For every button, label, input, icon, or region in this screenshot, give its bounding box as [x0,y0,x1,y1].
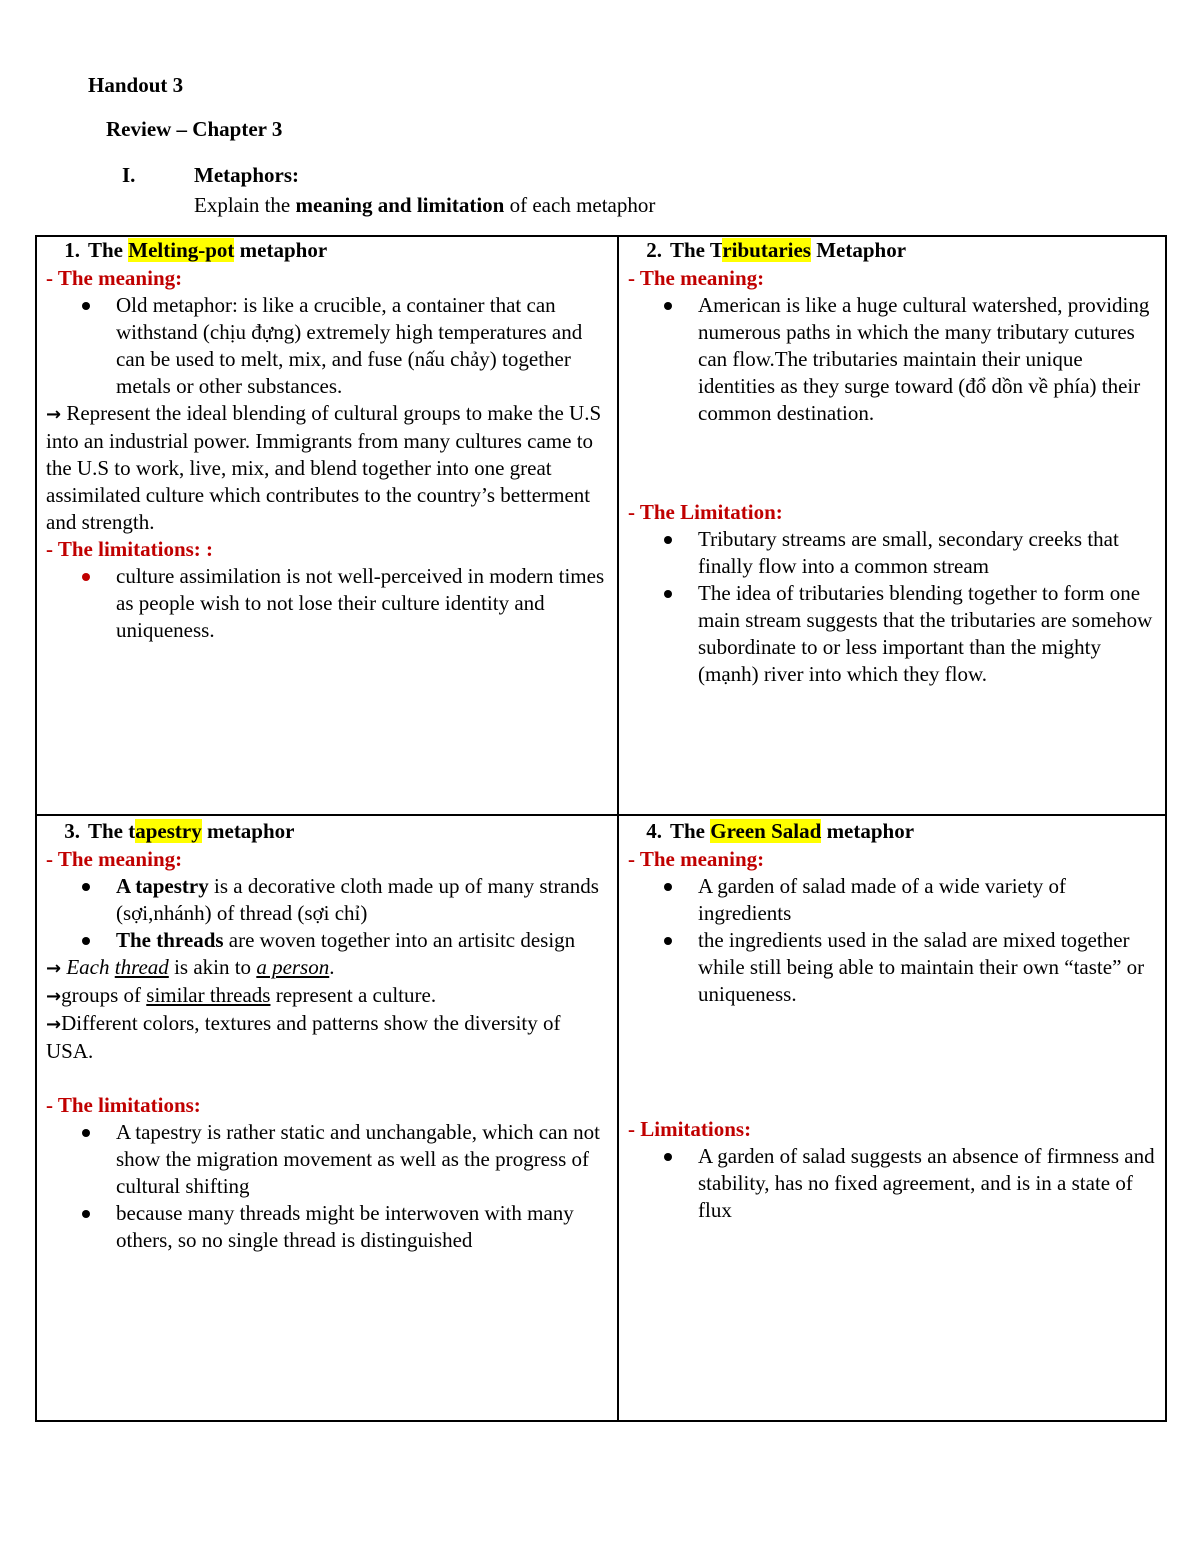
bullet-icon [82,883,90,891]
bullet-icon [664,302,672,310]
list-item: The threads are woven together into an artisitc design [46,927,612,954]
instruction: Explain the meaning and limitation of each metaphor [194,193,656,217]
melting-pot-heading: 1. The Melting-pot metaphor [64,238,328,262]
limitation-label: - The Limitation: [628,500,783,524]
handout-title: Handout 3 [88,73,184,97]
list-item: A tapestry is rather static and unchangable, which can not show the migration movement as well as the progress of cultural shifting [46,1119,612,1200]
bullet-icon [664,883,672,891]
section-title: Metaphors: [194,163,299,187]
list-item: culture assimilation is not well-perceived in modern times as people wish to not lose their culture identity and uniqueness. [46,563,612,644]
arrow-icon: → [46,404,62,425]
list-item: A garden of salad suggests an absence of firmness and stability, has no fixed agreement, and is in a state of flux [628,1143,1156,1224]
list-item: Tributary streams are small, secondary creeks that finally flow into a common stream [628,526,1156,580]
list-item: A tapestry is a decorative cloth made up of many strands (sợi,nhánh) of thread (sợi chỉ) [46,873,612,927]
cell-tributaries [628,237,1156,688]
list-item: American is like a huge cultural watershed, providing numerous paths in which the many tributary cutures can flow.The tributaries maintain their unique identities as they surge toward (đổ dồn về phía) their common destination. [628,292,1156,427]
melting-pot-explanation: → Represent the ideal blending of cultural groups to make the U.S into an industrial power. Immigrants from many cultures came to the U.S to work, live, mix, and blend together into one great assimilated culture which contributes to the country’s betterment and strength. [46,401,602,534]
tapestry-note-culture: →groups of similar threads represent a culture. [46,983,437,1007]
list-item: Old metaphor: is like a crucible, a container that can withstand (chịu đựng) extremely high temperatures and can be used to melt, mix, and fuse (nấu chảy) together metals or other substances. [46,292,612,400]
bullet-icon [82,1129,90,1137]
list-item: A garden of salad made of a wide variety of ingredients [628,873,1156,927]
meaning-label: - The meaning: [628,266,765,290]
table-row-divider [35,814,1167,816]
meaning-label: - The meaning: [46,847,183,871]
cell-melting-pot [46,237,612,644]
bullet-icon [664,937,672,945]
bullet-icon [82,573,90,581]
meaning-label: - The meaning: [46,266,183,290]
bullet-icon [664,590,672,598]
tapestry-heading: 3. The tapestry metaphor [64,819,295,843]
tapestry-note-diversity: →Different colors, textures and patterns show the diversity of USA. [46,1011,561,1063]
tributaries-heading: 2. The Tributaries Metaphor [646,238,907,262]
list-item: the ingredients used in the salad are mixed together while still being able to maintain their own “taste” or uniqueness. [628,927,1156,1008]
bullet-icon [82,937,90,945]
cell-green-salad [628,818,1156,1224]
arrow-icon: → [46,1014,62,1035]
bullet-icon [82,1210,90,1218]
review-title: Review – Chapter 3 [106,117,283,141]
green-salad-heading: 4. The Green Salad metaphor [646,819,915,843]
tapestry-note-person: → Each thread is akin to a person. [46,955,335,979]
list-item: The idea of tributaries blending together to form one main stream suggests that the tributaries are somehow subordinate to or less important than the mighty (mạnh) river into which they flow. [628,580,1156,688]
section-number: I. [122,163,136,187]
arrow-icon: → [46,958,62,979]
table-column-divider [617,235,619,1422]
list-item: because many threads might be interwoven with many others, so no single thread is distinguished [46,1200,612,1254]
limitations-label: - Limitations: [628,1117,752,1141]
limitations-label: - The limitations: : [46,537,214,561]
meaning-label: - The meaning: [628,847,765,871]
bullet-icon [82,302,90,310]
limitations-label: - The limitations: [46,1093,201,1117]
arrow-icon: → [46,986,62,1007]
bullet-icon [664,1153,672,1161]
cell-tapestry [46,818,612,1254]
bullet-icon [664,536,672,544]
